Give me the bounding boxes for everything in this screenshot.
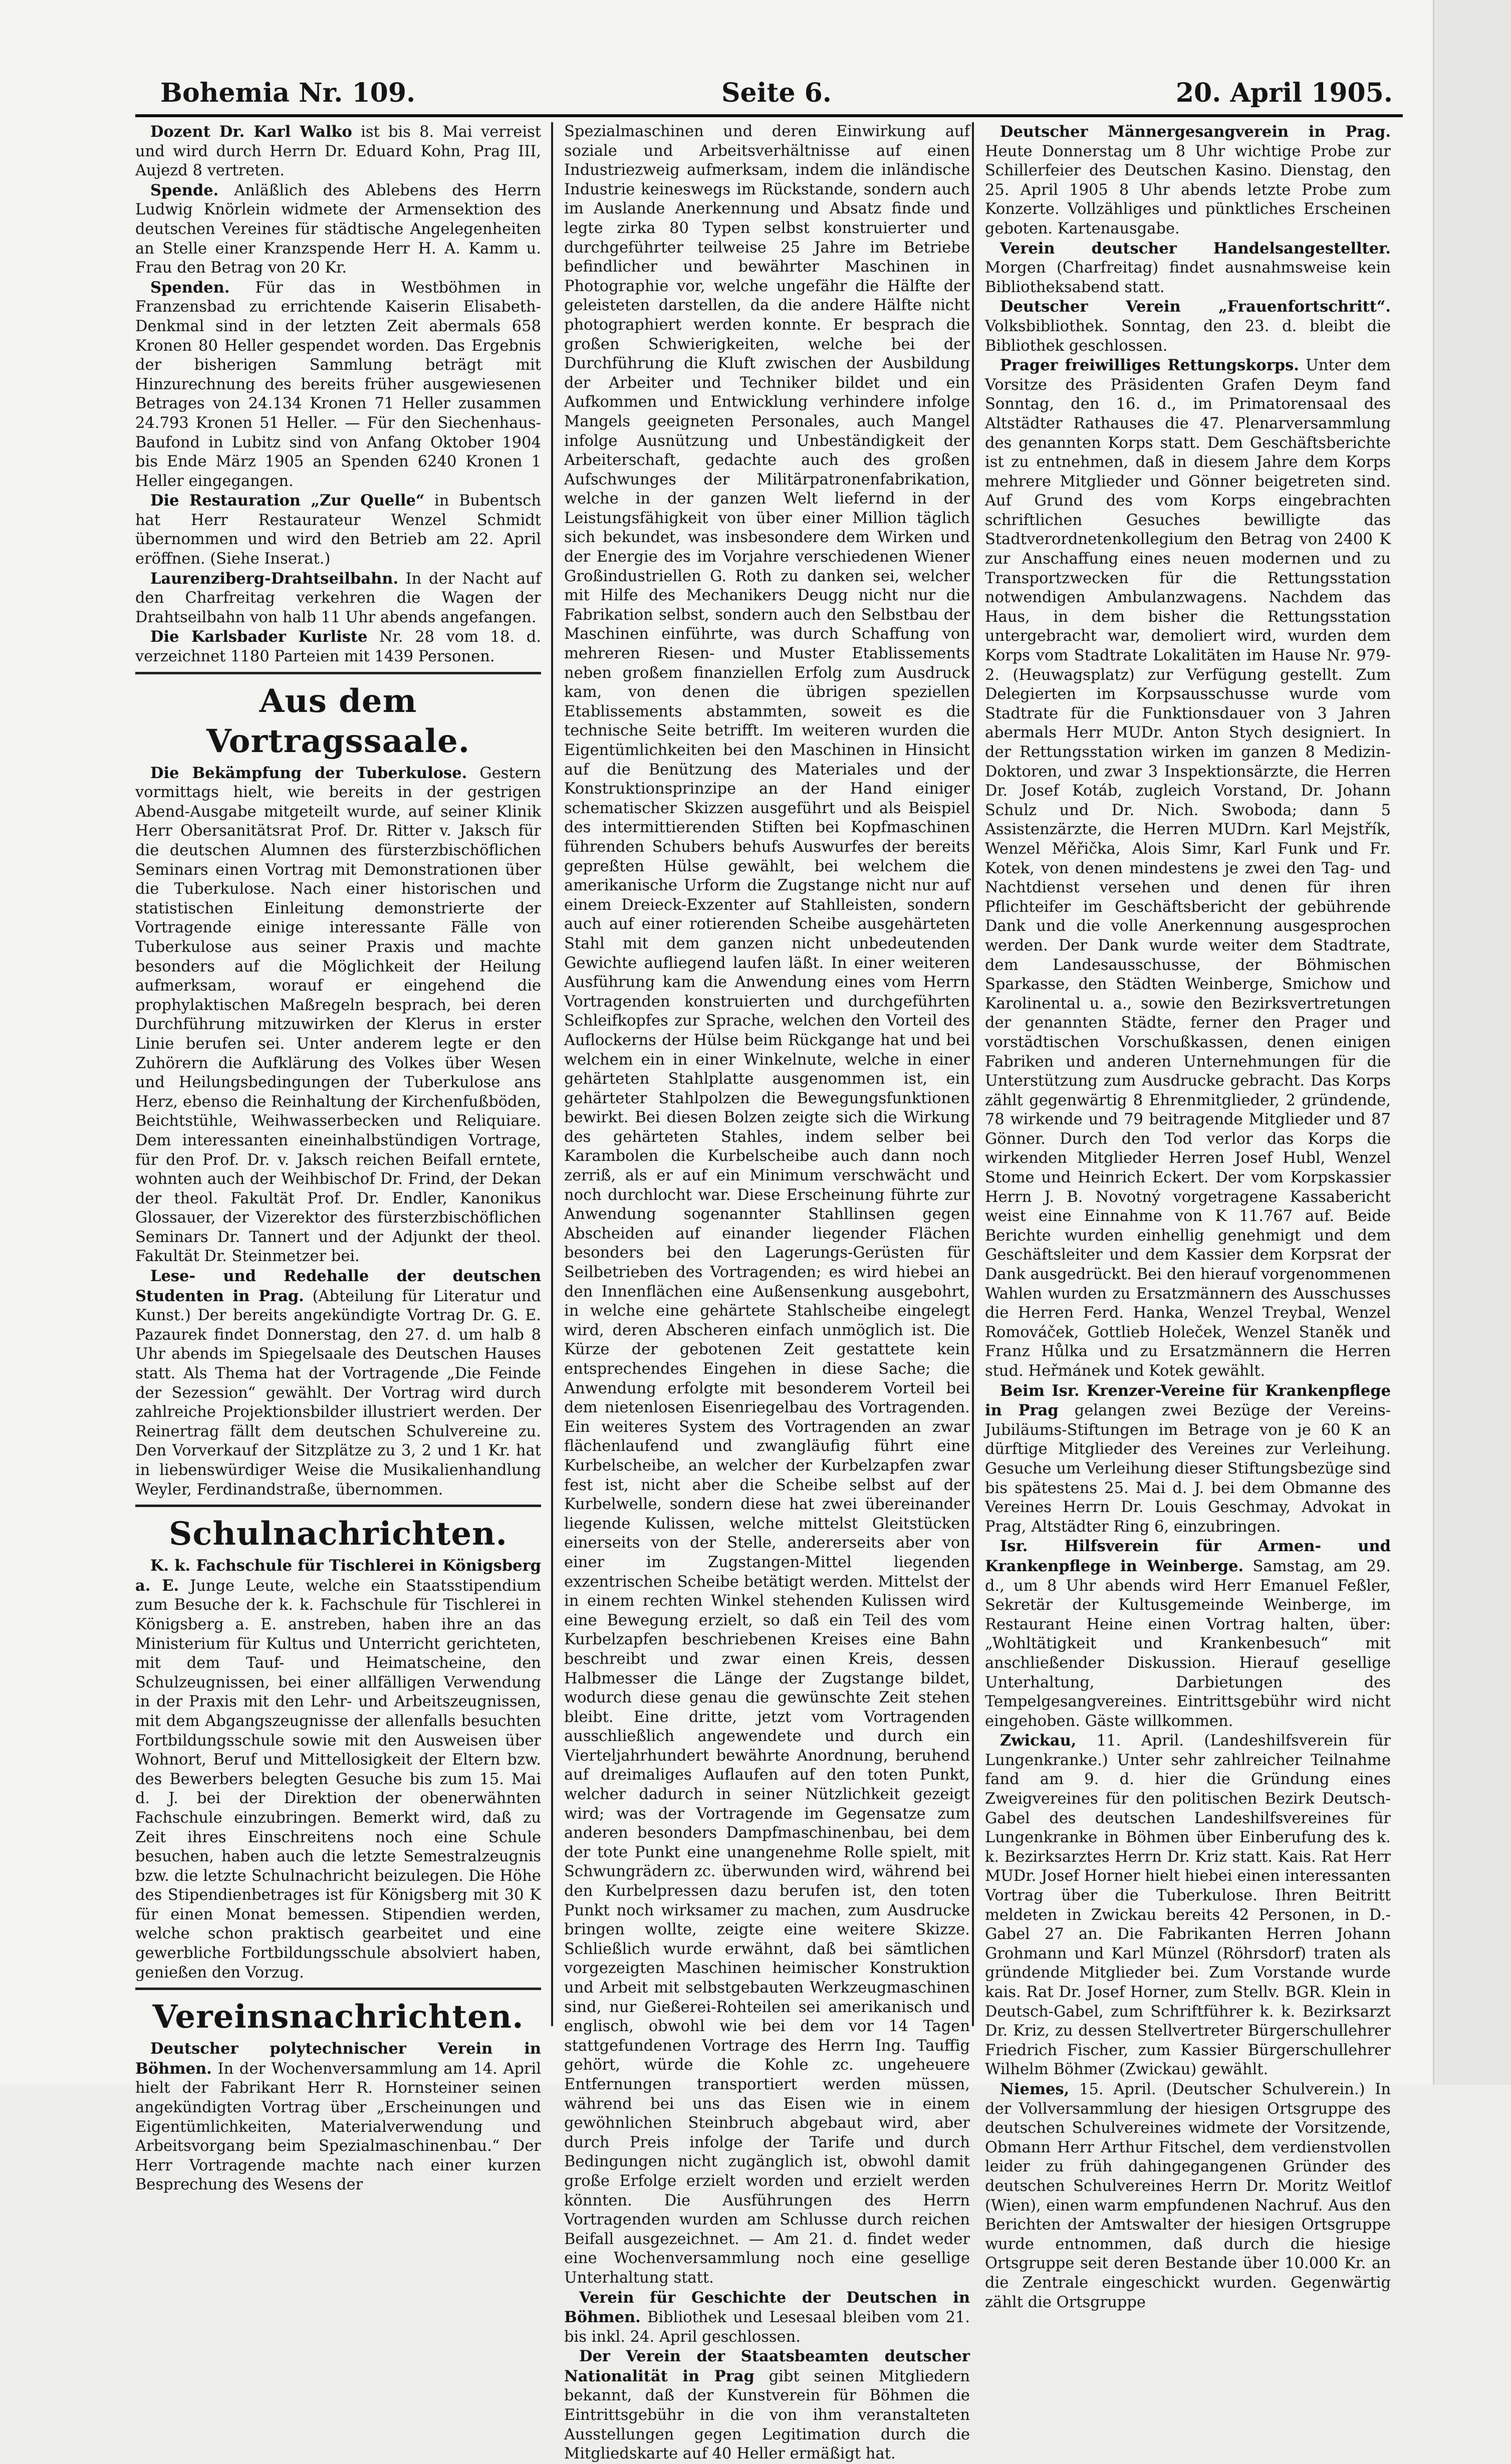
news-item-body: 15. April. (Deutscher Schulverein.) In der Vollversammlung der hiesigen Ortsgruppe des deutschen Schulvereines widmete der Vorsitzende, Obmann Herr Arthur Fitschel, dem verdienstvollen leider zu früh dahingegangenen Gründer des deutschen Schulvereines Herrn Dr. Moritz Weitlof (Wien), einen warm empfundenen Nachruf. Aus den Berichten der Amtswalter der hiesigen Ortsgruppe wurde entnommen, daß durch die hiesige Ortsgruppe seit deren Bestande über 10.000 Kr. an die Zentrale eingeschickt wurden. Gegenwärtig zählt die Ortsgruppe (985, 2080, 1391, 2311)
news-item-title: Spende. (150, 181, 219, 199)
news-item-body: Nr. 28 vom 18. d. verzeichnet 1180 Parteien mit 1439 Personen. (135, 628, 541, 666)
header-page-number: Seite 6. (721, 78, 832, 108)
news-item-title: Zwickau, (1000, 1732, 1077, 1750)
news-item (985, 356, 1391, 1381)
news-item-body: Für das in Westböhmen in Franzensbad zu errichtende Kaiserin Elisabeth-Denkmal sind in der letzten Zeit abermals 658 Kronen 80 Heller gespendet worden. Das Ergebnis der bisherigen Sammlung beträgt mit Hinzurechnung des bereits früher ausgewiesenen Betrages von 24.134 Kronen 71 Heller zusammen 24.793 Kronen 51 Heller. — Für den Siechenhaus-Baufond in Lubitz sind von Anfang Oktober 1904 bis Ende März 1905 an Spenden 6240 Kronen 1 Heller eingegangen. (135, 279, 541, 490)
news-item-body: Bibliothek und Lesesaal bleiben vom 21. bis inkl. 24. April geschlossen. (564, 2309, 970, 2346)
news-item-body: 11. April. (Landeshilfsverein für Lungenkranke.) Unter sehr zahlreicher Teilnahme fand am 9. d. hier die Gründung eines Zweigvereines für den politischen Bezirk Deutsch-Gabel des deutschen Landeshilfsvereines für Lungenkranke in Böhmen über Einberufung des k. k. Bezirksarztes Herrn Dr. Kriz statt. Kais. Rat Herr MUDr. Josef Horner hielt hiebei einen interessanten Vortrag über die Tuberkulose. Ihren Beitritt meldeten in Zwickau bereits 42 Personen, in D.-Gabel 27 an. Die Fabrikanten Herren Johann Grohmann und Karl Münzel (Röhrsdorf) traten als gründende Mitglieder bei. Zum Vorstande wurde kais. Rat Dr. Josef Horner, zum Stellv. BGR. Klein in Deutsch-Gabel, zum Schriftführer k. k. Bezirksarzt Dr. Kriz, zu dessen Stellvertreter Bürgerschullehrer Friedrich Fischer, zum Kassier Bürgerschullehrer Wilhelm Böhmer (Zwickau) gewählt. (985, 1732, 1391, 2079)
news-item-title: Spenden. (150, 278, 230, 297)
column-3 (985, 122, 1391, 2311)
news-item-title: Verein deutscher Handelsangestellter. (1000, 239, 1391, 258)
page-header (160, 78, 1393, 113)
news-item (564, 2347, 970, 2464)
news-item (985, 239, 1391, 298)
news-item-body: Heute Donnerstag um 8 Uhr wichtige Probe zur Schillerfeier des Deutschen Kasino. Dienstag, den 25. April 1905 8 Uhr abends letzte Probe zum Konzerte. Vollzähliges und pünktliches Erscheinen geboten. Kartenausgabe. (985, 142, 1391, 237)
news-item-body: in Bubentsch hat Herr Restaurateur Wenzel Schmidt übernommen und wird den Betrieb am 22. April eröffnen. (Siehe Inserat.) (135, 492, 541, 568)
article-continuation: Spezialmaschinen und deren Einwirkung auf soziale und Arbeitsverhältnisse auf einen Industriezweig aufmerksam, indem die inländische Industrie keineswegs im Rückstande, sondern auch im Auslande Anerkennung und Absatz finde und legte zirka 80 Typen selbst konstruierter und durchgeführter teilweise 25 Jahre im Betriebe befindlicher und bewährter Maschinen in Photographie vor, welche ungefähr die Hälfte der geleisteten darstellen, da die andere Hälfte nicht photographiert werden konnte. Er besprach die großen Schwierigkeiten, welche bei der Durchführung die Kluft zwischen der Ausbildung der Arbeiter und Techniker bildet und ein Aufkommen und Entwicklung verhindere infolge Mangels geeigneten Personales, auch Mangel infolge Ausnützung und Unbeständigkeit der Arbeiterschaft, gedachte auch des großen Aufschwunges der Militärpatronenfabrikation, welche in der ganzen Welt liefernd in der Leistungsfähigkeit von über einer Million täglich sich bekundet, was insbesondere dem Wirken und der Energie des im Vorjahre verschiedenen Wiener Großindustriellen G. Roth zu danken sei, welcher mit Hilfe des Mechanikers Deugg nicht nur die Fabrikation selbst, sondern auch den Selbstbau der Maschinen einführte, was durch Schaffung von mehreren Riesen- und Muster Etablissements neben großem finanziellen Erfolg zum Ausdruck kam, von denen die übrigen speziellen Etablissements abstammten, soweit es die technische Seite betrifft. Im weiteren wurden die Eigentümlichkeiten bei den Maschinen in Hinsicht auf die Benützung des Materiales und der Konstruktionsprinzipe an der Hand einiger schematischer Skizzen ausgeführt und als Beispiel des intermittierenden Stiften bei Kopfmaschinen führenden Schubers behufs Auswurfes der bereits gepreßten Hülse gewählt, bei welchem die amerikanische Urform die Zugstange nicht nur auf einem Dreieck-Exzenter auf Stahlleisten, sondern auch auf einer rotierenden Scheibe ausgehärteten Stahl mit dem ganzen nicht unbedeutenden Gewichte aufliegend laufen läßt. In einer weiteren Ausführung kam die Anwendung eines vom Herrn Vortragenden konstruierten und durchgeführten Schleifkopfes zur Sprache, welchen den Vorteil des Auflockerns der Hülse beim Rückgange hat und bei welchem ein in einer Winkelnute, welche in einer gehärteten Stahlplatte ausgenommen ist, ein gehärteter Stahlpolzen die Bewegungsfunktionen bewirkt. Bei diesen Bolzen zeigte sich die Wirkung des gehärteten Stahles, indem selber bei Karambolen die Kurbelscheibe auch dann noch zerriß, als er auf ein Minimum verschwächt und noch durchlocht war. Diese Erscheinung führte zur Anwendung sogenannter Stahllinsen gegen Abscheiden auf einander liegender Flächen besonders bei den Lagerungs-Gerüsten für Seilbetrieben des Vortragenden; es wird hiebei an den Innenflächen eine Außensenkung ausgebohrt, in welche eine gehärtete Stahlscheibe eingelegt wird, deren Abscheren einfach unmöglich ist. Die Kürze der gebotenen Zeit gestattete kein entsprechendes Eingehen in diese Sache; die Anwendung erfolgte mit besonderem Vorteil bei dem nietenlosen Eisenriegelbau des Vortragenden. Ein weiteres System des Vortragenden an zwar flächenlaufend und zwangläufig führt eine Kurbelscheibe, an welcher der Kurbelzapfen zwar fest ist, nicht aber die Scheibe selbst auf der Kurbelwelle, sondern diese hat zwei übereinander liegende Kulissen, welche mittelst Gleitstücken einerseits von der Stelle, andererseits aber von einer im Zugstangen-Mittel liegenden exzentrischen Scheibe betätigt werden. Mittelst der in einem rechten Winkel stehenden Kulissen wird eine Bewegung erzielt, so daß ein Teil des vom Kurbelzapfen beschriebenen Kreises eine Bahn beschreibt und zwar einen Kreis, dessen Halbmesser die Länge der Zugstange bildet, wodurch diese genau die gewünschte Zeit stehen bleibt. Eine dritte, jetzt vom Vortragenden ausschließlich angewendete und durch ein Vierteljahrhundert bewährte Anordnung, beruhend auf dreimaliges Auflaufen auf den toten Punkt, welcher dadurch in seiner Nützlichkeit gezeigt wird; was der Vortragende im Gegensatze zum anderen besonders Dampfmaschinenbau, bei dem der tote Punkt eine unangenehme Rolle spielt, mit Schwungrädern zc. überwunden wird, während bei den Kurbelpressen dazu berufen ist, den toten Punkt noch wirksamer zu machen, zum Ausdrucke bringen wollte, zeigte eine weitere Skizze. Schließlich wurde erwähnt, daß bei sämtlichen vorgezeigten Maschinen heimischer Konstruktion und Arbeit mit selbstgebauten Werkzeugmaschinen sind, nur Gießerei-Rohteilen sei amerikanisch und englisch, obwohl wie bei dem vor 14 Tagen stattgefundenen Vortrage des Herrn Ing. Tauffig gehört, würde die Kohle zc. ungeheuere Entfernungen transportiert werden müssen, während bei uns das Eisen wie in einem gewöhnlichen Steinbruch abgebaut wird, aber durch Preis infolge der Tarife und durch Bedingungen nicht zugänglich ist, obwohl damit große Erfolge erzielt worden und erzielt werden könnten. Die Ausführungen des Herrn Vortragenden wurden am Schlusse durch reichen Beifall ausgezeichnet. — Am 21. d. findet weder eine Wochenversammlung noch eine gesellige Unterhaltung statt. (564, 123, 970, 2287)
news-item-body: (Abteilung für Literatur und Kunst.) Der bereits angekündigte Vortrag Dr. G. E. Pazaurek findet Donnerstag, den 27. d. um halb 8 Uhr abends im Spiegelsaale des Deutschen Hauses statt. Als Thema hat der Vortragende „Die Feinde der Sezession“ gewählt. Der Vortrag wird durch zahlreiche Projektionsbilder illustriert werden. Der Reinertrag fällt dem deutschen Schulvereine zu. Den Vorverkauf der Sitzplätze zu 3, 2 und 1 Kr. hat in liebenswürdiger Weise die Musikalienhandlung Weyler, Ferdinandstraße, übernommen. (135, 1287, 542, 1499)
news-item-title: Deutscher Verein „Frauenfortschritt“. (1000, 298, 1391, 316)
news-item (135, 569, 541, 628)
column-2 (564, 122, 970, 2463)
news-item (985, 122, 1391, 239)
news-item-body: In der Wochenversammlung am 14. April hielt der Fabrikant Herr R. Hornsteiner seinen angekündigten Vortrag über „Erscheinungen und Eigentümlichkeiten, Materialverwendung und Arbeitsvorgang beim Spezialmaschinenbau.“ Der Herr Vortragende machte nach einer kurzen Besprechung des Wesens der (135, 2060, 542, 2194)
news-item (985, 297, 1391, 356)
news-item-title: Laurenziberg-Drahtseilbahn. (150, 569, 399, 588)
news-item-title: Niemes, (1000, 2080, 1070, 2098)
column-rule-1 (551, 122, 553, 2026)
news-item (135, 491, 541, 569)
news-item-title: Der Verein der Staatsbeamten deutscher Nationalität in Prag (564, 2347, 970, 2385)
news-item (135, 627, 541, 666)
news-item-body: Anläßlich des Ablebens des Herrn Ludwig Knörlein widmete der Armensektion des deutschen Vereines für städtische Angelegenheiten an Stelle einer Kranzspende Herr H. A. Kamm u. Frau den Betrag von 20 Kr. (135, 181, 541, 277)
news-item (135, 122, 541, 181)
news-item (985, 1381, 1391, 1537)
news-item (985, 2080, 1391, 2312)
header-date: 20. April 1905. (1175, 78, 1393, 108)
scan-margin (1433, 0, 1511, 2085)
news-item (135, 181, 541, 278)
news-item-title: Dozent Dr. Karl Walko (150, 123, 352, 141)
header-rule (135, 114, 1403, 117)
news-item-body: Unter dem Vorsitze des Präsidenten Grafen Deym fand Sonntag, den 16. d., im Primatorensaal des Altstädter Rathauses die 47. Plenarversammlung des genannten Korps statt. Dem Geschäftsberichte ist zu entnehmen, daß in diesem Jahre dem Korps mehrere Mitglieder und Gönner beigetreten sind. Auf Grund des vom Korps eingebrachten schriftlichen Gesuches bewilligte das Stadtverordnetenkollegium den Betrag von 2400 K zur Anschaffung eines neuen modernen und zu Transportzwecken für die Rettungsstation notwendigen Ambulanzwagens. Nachdem das Haus, in dem bisher die Rettungsstation untergebracht war, demoliert wird, wurden dem Korps vom Stadtrate Lokalitäten im Hause Nr. 979-2. (Heuwagsplatz) zur Verfügung gestellt. Zum Delegierten im Korpsausschusse wurde vom Stadtrate für die Funktionsdauer von 3 Jahren abermals Herr MUDr. Anton Stych designiert. In der Rettungsstation wirken im ganzen 8 Medizin-Doktoren, und zwar 3 Inspektionsärzte, die Herren Dr. Josef Kotáb, zugleich Vorstand, Dr. Johann Schulz und Dr. Nich. Swoboda; dann 5 Assistenzärzte, die Herren MUDrn. Karl Mejstřík, Wenzel Měřička, Alois Simr, Karl Funk und Fr. Kotek, von denen mindestens je zwei den Tag- und Nachtdienst versehen und denen für ihren Pflichteifer im Geschäftsbericht der gebührende Dank und die volle Anerkennung ausgesprochen werden. Der Dank wurde weiter dem Stadtrate, dem Landesausschusse, der Böhmischen Sparkasse, den Städten Weinberge, Smichow und Karolinental u. a., sowie den Bezirksvertretungen der genannten Städte, ferner den Prager und vorstädtischen Vorschußkassen, denen einigen Fabriken und anderen Unternehmungen für die Unterstützung zum Ausdrucke gebracht. Das Korps zählt gegenwärtig 8 Ehrenmitglieder, 2 gründende, 78 wirkende und 79 beitragende Mitglieder und 87 Gönner. Durch den Tod verlor das Korps die wirkenden Mitglieder Herren Josef Hubl, Wenzel Stome und Heinrich Eckert. Der vom Korpskassier Herrn J. B. Novotný vorgetragene Kassabericht weist eine Einnahme von K 11.767 auf. Beide Berichte wurden einhellig genehmigt und dem Geschäftsleiter und dem Kassier dem Korpsrat der Dank ausgedrückt. Bei den hierauf vorgenommenen Wahlen wurden zu Ersatzmännern des Ausschusses die Herren Ferd. Hanka, Wenzel Treybal, Wenzel Romováček, Gottlieb Holeček, Wenzel Staněk und Franz Hůlka und zu Ersatzmännern die Herren stud. Heřmánek und Kotek gewählt. (985, 357, 1391, 1380)
news-item-title: Deutscher polytechnischer Verein in Böhmen. (135, 2040, 541, 2078)
section-rule (135, 1988, 541, 1990)
news-item (985, 1537, 1391, 1731)
news-item-title: Prager freiwilliges Rettungskorps. (1000, 356, 1299, 375)
section-heading-vereinsnachrichten: Vereinsnachrichten. (152, 1998, 524, 2036)
section-heading-vortragssaale: Aus dem Vortragssaale. (206, 682, 470, 760)
news-item-body: Junge Leute, welche ein Staatsstipendium zum Besuche der k. k. Fachschule für Tischlerei in Königsberg a. E. anstreben, haben ihre an das Ministerium für Kultus und Unterricht gerichteten, mit dem Tauf- und Heimatscheine, den Schulzeugnissen, bei einer allfälligen Verwendung in der Praxis mit den Lehr- und Arbeitszeugnissen, mit dem Abgangszeugnisse der allenfalls besuchten Fortbildungsschule sowie mit den Ausweisen über Wohnort, Beruf und Mittellosigkeit der Eltern bzw. des Bewerbers belegten Gesuche bis zum 15. Mai d. J. bei der Direktion der obenerwähnten Fachschule einzubringen. Bemerkt wird, daß zu Zeit ihres Einschreitens noch eine Schule besuchen, haben auch die letzte Semestralzeugnis bzw. die letzte Schulnachricht beizulegen. Die Höhe des Stipendienbetrages ist für Königsberg mit 30 K für einen Monat bemessen. Stipendien werden, welche schon praktisch gearbeitet und eine gewerbliche Fortbildungsschule absolviert haben, genießen den Vorzug. (135, 1577, 541, 1982)
news-item-body: ist bis 8. Mai verreist und wird durch Herrn Dr. Eduard Kohn, Prag III, Aujezd 8 vertreten. (135, 123, 542, 180)
news-item-body: gelangen zwei Bezüge der Vereins-Jubiläums-Stiftungen im Betrage von je 60 K an dürftige Mitglieder des Vereines zur Verleihung. Gesuche um Verleihung dieser Stiftungsbezüge sind bis spätestens 25. Mai d. J. bei dem Obmanne des Vereines Herrn Dr. Louis Geschmay, Advokat in Prag, Altstädter Ring 6, einzubringen. (985, 1402, 1391, 1536)
news-item-body: In der Nacht auf den Charfreitag verkehren die Wagen der Drahtseilbahn von halb 11 Uhr abends angefangen. (135, 570, 541, 626)
news-item-title: Die Karlsbader Kurliste (150, 628, 368, 646)
news-item-title: Beim Isr. Krenzer-Vereine für Krankenpflege in Prag (985, 1381, 1391, 1420)
news-item-title: Die Restauration „Zur Quelle“ (150, 491, 425, 510)
section-heading-schulnachrichten: Schulnachrichten. (169, 1515, 508, 1553)
column-1 (135, 122, 542, 2194)
section-rule (135, 672, 541, 674)
news-item (135, 1556, 541, 1983)
news-item-body: Volksbibliothek. Sonntag, den 23. d. bleibt die Bibliothek geschlossen. (985, 317, 1391, 355)
news-item-title: K. k. Fachschule für Tischlerei in Königsberg a. E. (135, 1557, 541, 1595)
news-item-title: Isr. Hilfsverein für Armen- und Krankenpflege in Weinberge. (985, 1537, 1391, 1575)
news-item-title: Verein für Geschichte der Deutschen in Böhmen. (564, 2288, 970, 2327)
news-item-title: Die Bekämpfung der Tuberkulose. (150, 764, 467, 782)
section-rule (135, 1505, 541, 1507)
news-item (135, 278, 541, 491)
news-item-title: Lese- und Redehalle der deutschen Studenten in Prag. (135, 1267, 541, 1305)
news-item (985, 1731, 1391, 2080)
header-masthead: Bohemia Nr. 109. (160, 78, 416, 108)
news-item-body: Morgen (Charfreitag) findet ausnahmsweise kein Bibliotheksabend statt. (985, 259, 1391, 296)
news-item (135, 1267, 541, 1500)
news-item (135, 764, 541, 1267)
news-item (564, 2288, 970, 2347)
news-item-body: gibt seinen Mitgliedern bekannt, daß der Kunstverein für Böhmen die Eintrittsgebühr in die von ihm veranstalteten Ausstellungen gegen Legitimation durch die Mitgliedskarte auf 40 Heller ermäßigt hat. (564, 2367, 970, 2463)
news-item (135, 2039, 541, 2195)
column-rule-2 (972, 122, 974, 2026)
news-item-body: Samstag, am 29. d., um 8 Uhr abends wird Herr Emanuel Feßler, Sekretär der Kultusgemeinde Weinberge, im Restaurant Heine einen Vortrag halten, über: „Wohltätigkeit und Krankenbesuch“ mit anschließender Diskussion. Hierauf gesellige Unterhaltung, Darbietungen des Tempelgesangvereines. Eintrittsgebühr wird nicht eingehoben. Gäste willkommen. (985, 1557, 1391, 1730)
news-item-title: Deutscher Männergesangverein in Prag. (1000, 123, 1391, 141)
news-item-body: Gestern vormittags hielt, wie bereits in der gestrigen Abend-Ausgabe mitgeteilt wurde, auf seiner Klinik Herr Obersanitätsrat Prof. Dr. Ritter v. Jaksch für die deutschen Alumnen des fürsterzbischöflichen Seminars einen Vortrag mit Demonstrationen über die Tuberkulose. Nach einer historischen und statistischen Einleitung demonstrierte der Vortragende einige interessante Fälle von Tuberkulose aus seiner Praxis und machte besonders auf die Möglichkeit der Heilung aufmerksam, worauf er eingehend die prophylaktischen Maßregeln besprach, bei deren Durchführung mitzuwirken der Klerus in erster Linie berufen sei. Unter anderem legte er den Zuhörern die Aufklärung des Volkes über Wesen und Heilungsbedingungen der Tuberkulose ans Herz, ebenso die Reinhaltung der Kirchenfußböden, Beichtstühle, Weihwasserbecken und Reliquiare. Dem interessanten eineinhalbstündigen Vortrage, für den Prof. Dr. v. Jaksch reichen Beifall erntete, wohnten auch der Weihbischof Dr. Frind, der Dekan der theol. Fakultät Prof. Dr. Endler, Kanonikus Glossauer, der Vizerektor des fürsterzbischöflichen Seminars Dr. Tannert und der Adjunkt der theol. Fakultät Dr. Steinmetzer bei. (135, 764, 541, 1266)
